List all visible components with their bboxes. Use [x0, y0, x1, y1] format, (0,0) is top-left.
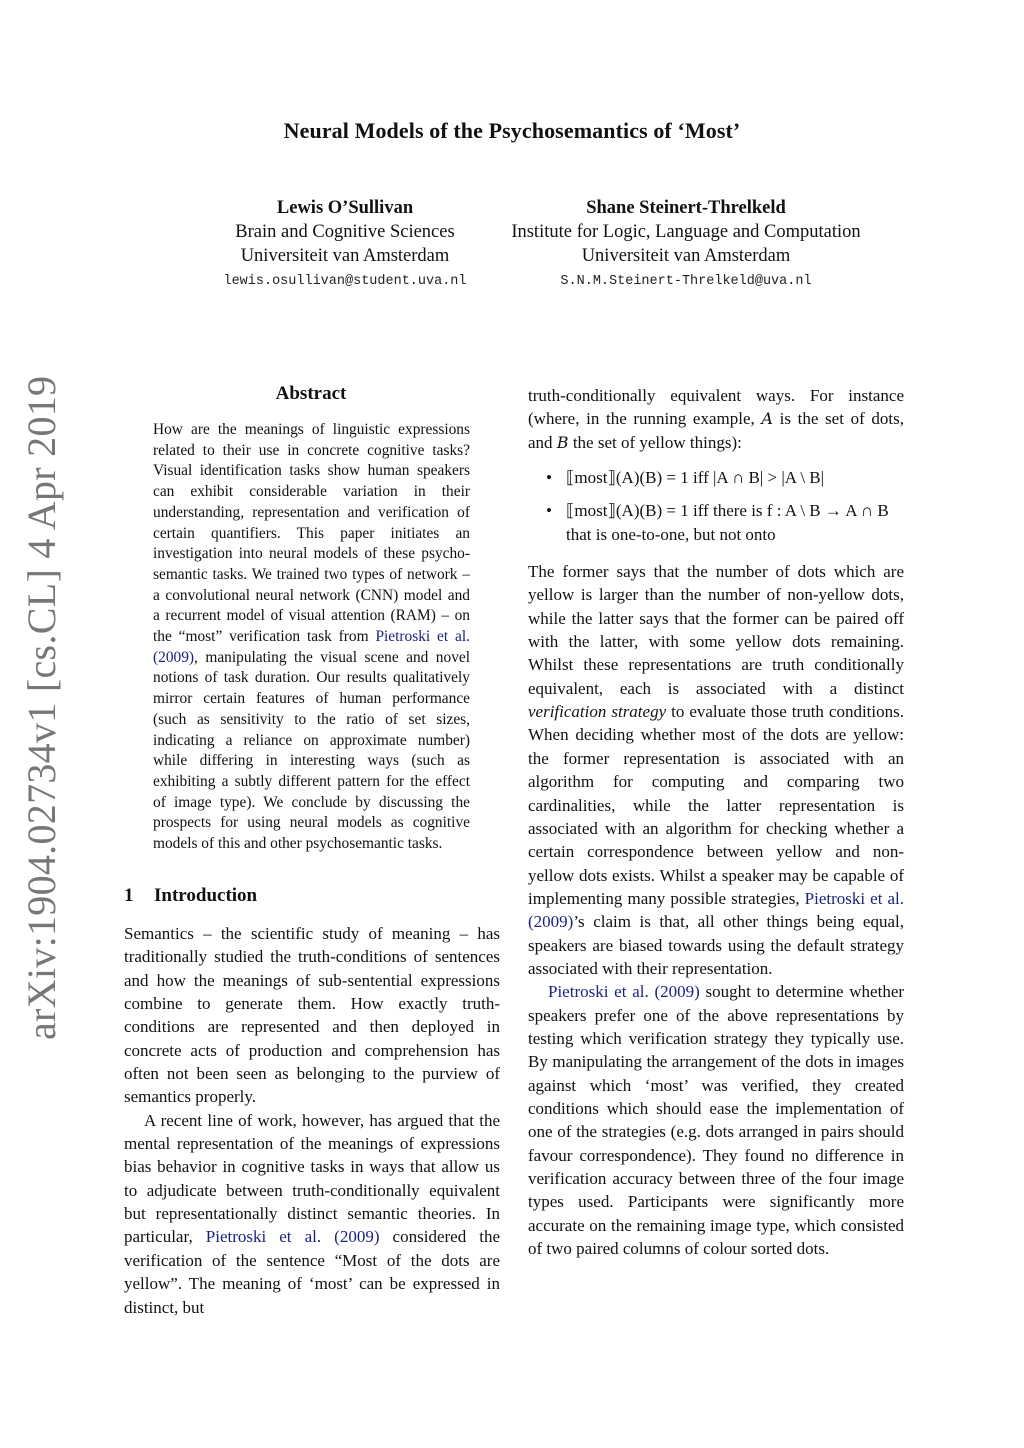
citation-link[interactable]: Pietroski et al. [375, 628, 471, 646]
section-number: 1 [124, 885, 134, 906]
paragraph-text: sought to determine whether speakers prefer one of the above representations by testing which verification strategy they typically use. By manipulating the arrangement of the dots in images against which ‘most’ was verified, they created conditions which should ease the implementation of one of the strategies (e.g. dots arranged in pairs should favour correspondence). They found no difference in verification accuracy between three of the four image types used. Participants were significantly more accurate on the remaining image type, which consisted of two paired columns of colour sorted dots. [528, 982, 905, 1259]
arxiv-identifier: arXiv:1904.02734v1 [cs.CL] 4 Apr 2019 [19, 375, 64, 1040]
list-item [528, 466, 904, 489]
author-department: Brain and Cognitive Sciences [235, 222, 455, 242]
citation-link[interactable]: Pietroski et al. [205, 1227, 322, 1247]
section-heading-introduction [124, 885, 257, 907]
author-institution: Universiteit van Amsterdam [240, 246, 450, 266]
paragraph [124, 1109, 500, 1319]
paragraph-text: the set of yellow things): [568, 432, 742, 452]
abstract-text [153, 420, 470, 855]
formula: ⟦most⟧(A)(B) = 1 iff there is f : A \ B → A ∩ B [566, 501, 889, 521]
paragraph-text: truth-conditionally equivalent ways. For instance (where, in the running example, [528, 386, 904, 429]
paragraph [528, 980, 904, 1260]
paragraph [528, 384, 904, 454]
author-name: Lewis O’Sullivan [276, 198, 414, 218]
abstract-text-part: How are the meanings of linguistic expressions related to their use in concrete cognitive tasks? Visual identification tasks show human speakers can exhibit considerable variation in their understanding, representation and verification of certain quantifiers. This paper initiates an investigation into neural models of these psycho-semantic tasks. We trained two types of network – a convolutional neural network (CNN) model and a recurrent model of visual attention (RAM) – on the “most” verification task from [153, 421, 470, 646]
citation-year-link[interactable]: (2009) [153, 648, 195, 666]
paragraph-text: is the set of dots, and [528, 409, 904, 452]
list-item [528, 499, 904, 546]
paragraph-text: ’s claim is that, all other things being equal, speakers are biased towards using the default strategy associated with their representation. [528, 912, 904, 978]
paragraph-text: A recent line of work, however, has argued that the mental representation of the meanings of expressions bias behavior in cognitive tasks in ways that allow us to adjudicate between truth-conditionally equivalent but representationally distinct semantic theories. In particular, [124, 1110, 500, 1247]
citation-year-link[interactable]: (2009) [334, 1227, 380, 1247]
paragraph-text: The former says that the number of dots which are yellow is larger than the number of non-yellow dots, while the latter says that the former can be paired off with the latter, with some yellow dots remaining. Whilst these representations are truth conditionally equivalent, each is associated with a distinct [528, 562, 904, 698]
paragraph-text: considered the verification of the sentence “Most of the dots are yellow”. The meaning of ‘most’ can be expressed in distinct, but [124, 1227, 501, 1317]
author-name: Shane Steinert-Threlkeld [586, 198, 786, 218]
formula-text: that is one-to-one, but not onto [566, 524, 776, 544]
bullet-icon: • [546, 501, 552, 521]
paragraph [528, 560, 904, 980]
abstract-text-part: , manipulating the visual scene and novel notions of task duration. Our results qualitatively mirror certain features of human performance (such as sensitivity to the ratio of set sizes, indicating a reliance on approximate number) while differing in interesting ways (such as exhibiting a subtly different pattern for the effect of image type). We conclude by discussing the prospects for using neural models as cognitive models of this and other psychosemantic tasks. [153, 648, 470, 853]
author-email[interactable]: S.N.M.Steinert-Threlkeld@uva.nl [560, 274, 812, 289]
section-title: Introduction [154, 885, 258, 906]
bullet-icon: • [546, 468, 552, 488]
citation-year-link[interactable]: (2009) [528, 912, 574, 932]
right-column-body [528, 384, 904, 1260]
citation-link[interactable]: Pietroski et al. [548, 982, 649, 1002]
paper-title: Neural Models of the Psychosemantics of ‘Most’ [283, 118, 741, 143]
author-block-1 [200, 196, 490, 294]
author-block-2 [488, 196, 884, 294]
left-column-body [124, 922, 500, 1319]
author-institution: Universiteit van Amsterdam [581, 246, 791, 266]
author-department: Institute for Logic, Language and Computation [511, 222, 861, 242]
math-variable: B [556, 432, 569, 452]
paragraph: Semantics – the scientific study of meaning – has traditionally studied the truth-conditions of sentences and how the meanings of sub-sentential expressions combine to generate them. How exactly truth-conditions are represented and then deployed in concrete acts of production and comprehension has often not been seen as belonging to the purview of semantics properly. [124, 924, 500, 1107]
definition-list [528, 466, 904, 546]
emphasis: verification strategy [528, 702, 667, 722]
abstract-heading: Abstract [275, 383, 347, 404]
formula: ⟦most⟧(A)(B) = 1 iff |A ∩ B| > |A \ B| [566, 468, 825, 488]
citation-link[interactable]: Pietroski et al. [804, 888, 905, 908]
math-variable: A [761, 409, 773, 429]
paragraph-text: to evaluate those truth conditions. When deciding whether most of the dots are yellow: the former representation is associated with an algorithm for computing and comparing two cardinalities, while the latter representation is associated with an algorithm for checking whether a certain correspondence between yellow and non-yellow dots exists. Whilst a speaker may be capable of implementing many possible strategies, [528, 702, 904, 908]
citation-year-link[interactable]: (2009) [654, 982, 700, 1002]
author-email[interactable]: lewis.osullivan@student.uva.nl [223, 274, 467, 289]
